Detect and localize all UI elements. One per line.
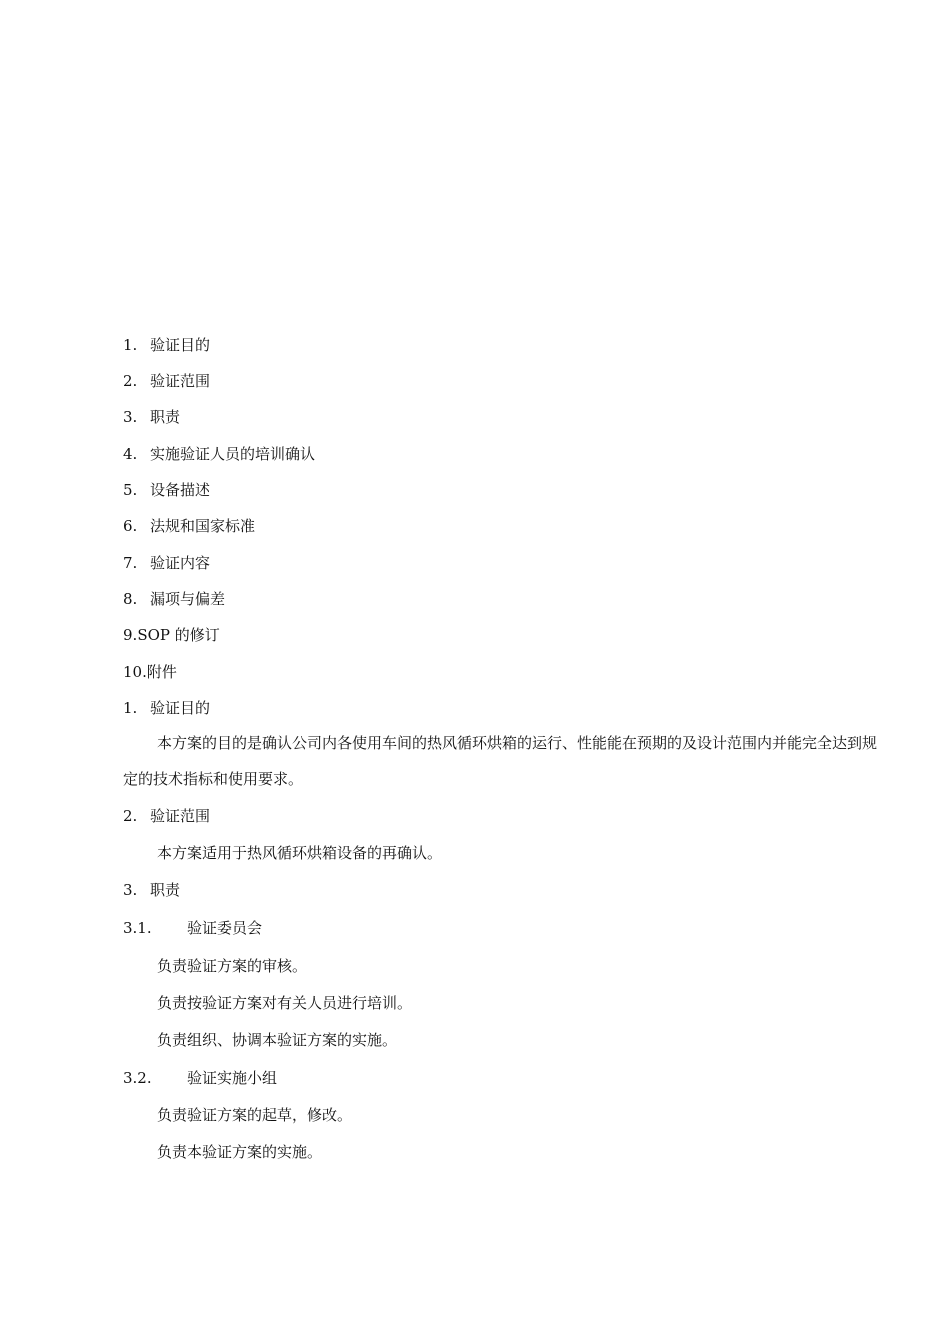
section-heading-1 [123,697,210,719]
toc-item-2 [123,370,210,392]
toc-item-4 [123,443,315,465]
toc-item-title: SOP 的修订 [137,626,220,644]
subsection-3-1-item: 负责组织、协调本验证方案的实施。 [157,1031,398,1049]
section-title: 验证目的 [150,699,211,717]
subsection-3-2-item: 负责本验证方案的实施。 [157,1143,323,1161]
toc-item-number: 8. [123,590,138,608]
subsection-title: 验证委员会 [187,919,263,937]
toc-item-title: 验证目的 [150,336,211,354]
toc-item-6 [123,515,255,537]
subsection-title: 验证实施小组 [187,1069,278,1087]
subsection-3-2-item: 负责验证方案的起草，修改。 [157,1106,353,1124]
toc-item-title: 验证内容 [150,554,211,572]
toc-item-number: 7. [123,554,138,572]
subsection-number: 3.2. [123,1069,152,1087]
subsection-heading-3-1 [123,917,262,939]
section-title: 验证范围 [150,807,211,825]
section-number: 3. [123,881,138,899]
subsection-heading-3-2 [123,1067,277,1089]
toc-item-10 [123,661,177,683]
toc-item-number: 2. [123,372,138,390]
toc-item-8 [123,588,225,610]
section-1-body: 本方案的目的是确认公司内各使用车间的热风循环烘箱的运行、性能能在预期的及设计范围内并能完全达到规定的技术指标和使用要求。 [123,734,878,788]
toc-item-number: 5. [123,481,138,499]
toc-item-title: 附件 [146,663,177,681]
toc-item-number: 4. [123,445,138,463]
toc-item-title: 漏项与偏差 [150,590,226,608]
subsection-3-1-item: 负责按验证方案对有关人员进行培训。 [157,994,413,1012]
toc-item-number: 1. [123,336,138,354]
toc-item-title: 法规和国家标准 [150,517,256,535]
section-number: 2. [123,807,138,825]
toc-item-5 [123,479,210,501]
toc-item-1 [123,334,210,356]
toc-item-number: 6. [123,517,138,535]
toc-item-title: 实施验证人员的培训确认 [150,445,316,463]
subsection-number: 3.1. [123,919,152,937]
toc-item-7 [123,552,210,574]
section-heading-2 [123,805,210,827]
section-2-body: 本方案适用于热风循环烘箱设备的再确认。 [157,844,443,862]
toc-item-title: 验证范围 [150,372,211,390]
section-title: 职责 [150,881,181,899]
toc-item-3 [123,406,180,428]
toc-item-9 [123,624,220,646]
section-number: 1. [123,699,138,717]
toc-item-number: 3. [123,408,138,426]
toc-item-title: 设备描述 [150,481,211,499]
toc-item-number: 10. [123,663,147,681]
toc-item-number: 9. [123,626,138,644]
toc-item-title: 职责 [150,408,181,426]
subsection-3-1-item: 负责验证方案的审核。 [157,957,308,975]
section-heading-3 [123,879,180,901]
